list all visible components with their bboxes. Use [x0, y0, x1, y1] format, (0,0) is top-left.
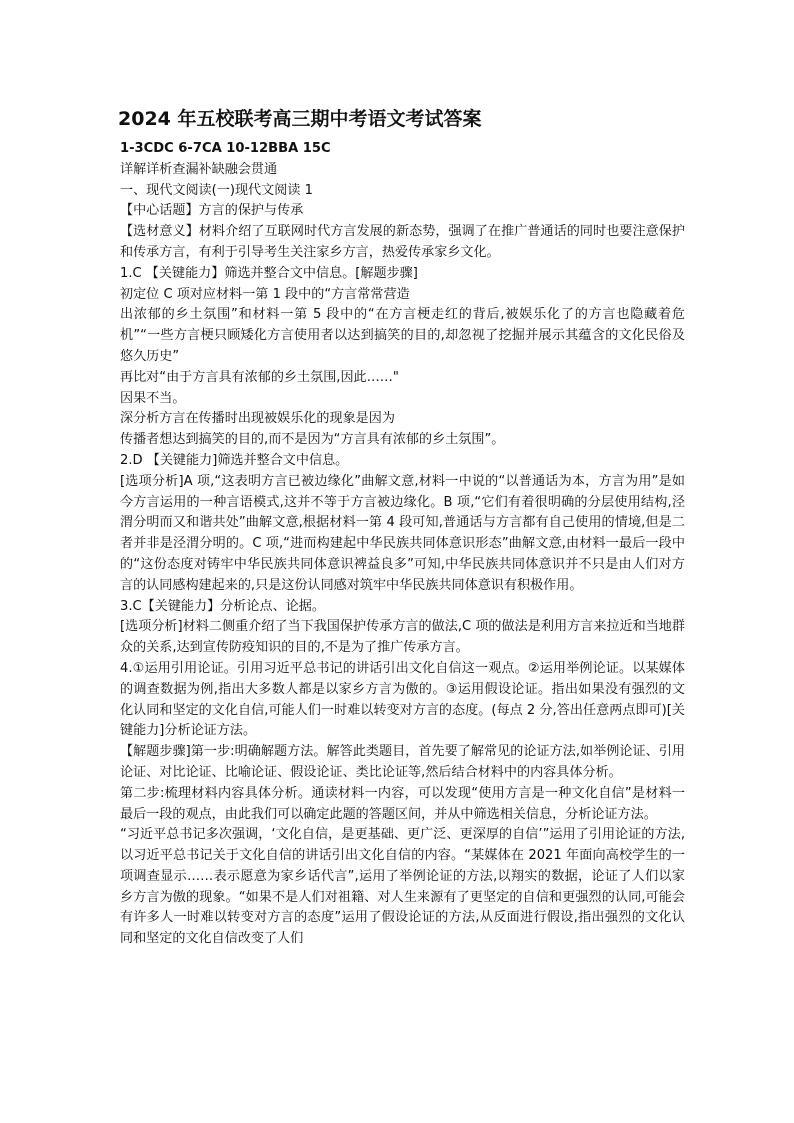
paragraph: 初定位 C 项对应材料一第 1 段中的“方言常常营造 — [120, 286, 410, 302]
paragraph: 【解题步骤]第一步:明确解题方法。解答此类题目，首先要了解常见的论证方法,如举例论证、引用论证、对比论证、比喻论证、假设论证、类比论证等,然后结合材料中的内容具体分析。 — [120, 744, 685, 780]
paragraph: [选项分析]A 项,“这表明方言已被边缘化”曲解文意,材料一中说的“以普通话为本，方言为用”是如今方言运用的一种言语模式,这并不等于方言被边缘化。B 项,“它们有着很明确的分层使用结构,泾渭分明而又和谐共处”曲解文意,根据材料一第 4 段可知,普通话与方言都有自己使用的情境,但是二者并非是泾渭分明的。C 项,“进而构建起中华民族共同体意识形态”曲解文意,由材料一最后一段中的“这份态度对铸牢中华民族共同体意识裨益良多”可知,中华民族共同体意识并不只是由人们对方言的认同感构建起来的,只是这份认同感对筑牢中华民族共同体意识有积极作用。 — [120, 473, 685, 593]
document-body — [120, 139, 685, 950]
subtitle-line: 详解详析查漏补缺融会贯通 — [120, 161, 278, 177]
question-2-heading: 2.D 【关键能力]筛选并整合文中信息。 — [120, 452, 349, 468]
paragraph: 传播者想达到搞笑的目的,而不是因为“方言具有浓郁的乡土氛围”。 — [120, 432, 505, 448]
question-3-heading: 3.C【关键能力】分析论点、论据。 — [120, 598, 325, 614]
central-topic: 【中心话题】方言的保护与传承 — [120, 203, 304, 219]
paragraph: 深分析方言在传播时出现被娱乐化的现象是因为 — [120, 411, 395, 427]
paragraph: 第二步:梳理材料内容具体分析。通读材料一内容，可以发现“使用方言是一种文化自信”是材料一最后一段的观点，由此我们可以确定此题的答题区间，并从中筛选相关信息，分析论证方法。 — [120, 785, 685, 822]
section-heading: 一、现代文阅读(一)现代文阅读 1 — [120, 182, 313, 198]
answer-key-line: 1-3CDC 6-7CA 10-12BBA 15C — [120, 141, 331, 156]
paragraph: 因果不当。 — [120, 390, 186, 406]
material-significance: 【选材意义】材料介绍了互联网时代方言发展的新态势，强调了在推广普通话的同时也要注意保护和传承方言，有利于引导考生关注家乡方言，热爱传承家乡文化。 — [120, 224, 685, 260]
paragraph: 出浓郁的乡土氛围”和材料一第 5 段中的“在方言梗走红的背后,被娱乐化了的方言也隐藏着危机”“一些方言梗只顾矮化方言使用者以达到搞笑的目的,却忽视了挖掘并展示其蕴含的文化民俗及悠久历史” — [120, 307, 685, 364]
paragraph: 再比对“由于方言具有浓郁的乡土氛围,因此……" — [120, 369, 399, 385]
document-title: 2024 年五校联考高三期中考语文考试答案 — [118, 108, 482, 130]
paragraph: “习近平总书记多次强调，‘文化自信，是更基础、更广泛、更深厚的自信’”运用了引用论证的方法,以习近平总书记关于文化自信的讲话引出文化自信的内容。“某媒体在 2021 年面向高校学生的一项调查显示……表示愿意为家乡话代言”,运用了举例论证的方法,以翔实的数据，论证了人们以家乡方言为傲的现象。“如果不是人们对祖籍、对人生来源有了更坚定的自信和更强烈的认同,可能会有许多人一时难以转变对方言的态度”运用了假设论证的方法,从反面进行假设,指出强烈的文化认同和坚定的文化自信改变了人们 — [120, 827, 685, 947]
paragraph: [选项分析]材料二侧重介绍了当下我国保护传承方言的做法,C 项的做法是利用方言来拉近和当地群众的关系,达到宣传防疫知识的目的,不是为了推广传承方言。 — [120, 619, 685, 656]
question-1-heading: 1.C 【关键能力】筛选并整合文中信息。[解题步骤] — [120, 265, 418, 281]
question-4-answer: 4.①运用引用论证。引用习近平总书记的讲话引出文化自信这一观点。②运用举例论证。以某媒体的调查数据为例,指出大多数人都是以家乡方言为傲的。③运用假设论证。指出如果没有强烈的文化认同和坚定的文化自信,可能人们一时难以转变对方言的态度。(每点 2 分,答出任意两点即可)[关键能力]分析论证方法。 — [120, 660, 685, 739]
